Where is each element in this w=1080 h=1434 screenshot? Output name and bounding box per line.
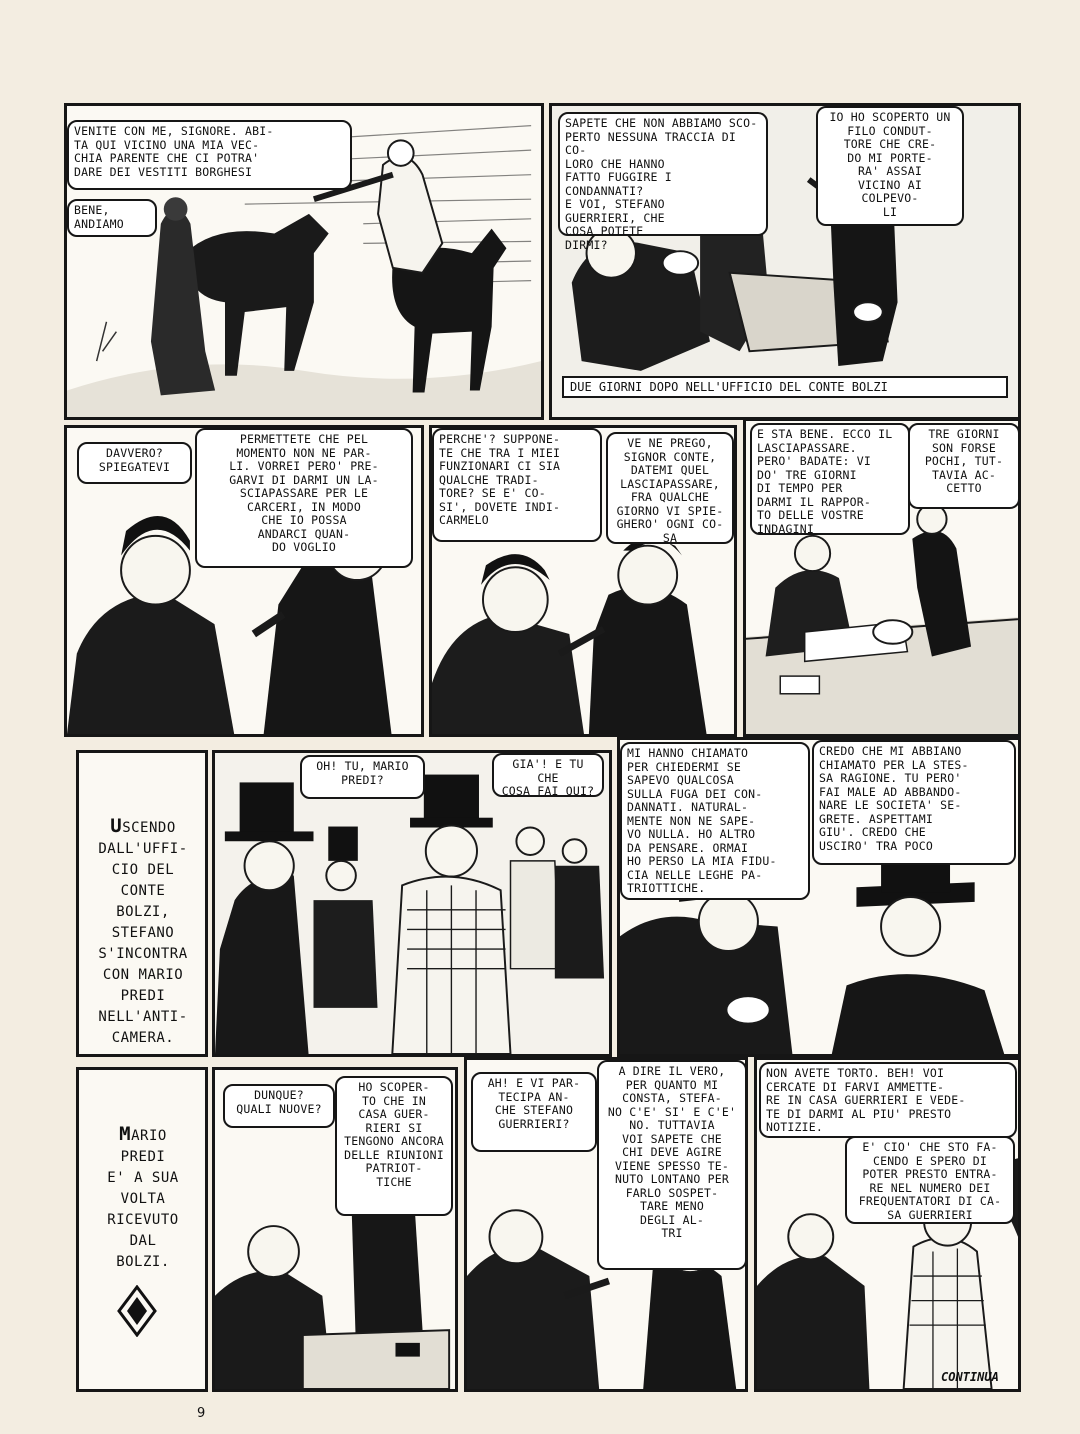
speech-balloon: VENITE CON ME, SIGNORE. ABI- TA QUI VICINO UNA MIA VEC- CHIA PARENTE CHE CI POTRA' DARE DEI VESTITI BORGHESI	[67, 120, 352, 190]
speech-balloon: VE NE PREGO, SIGNOR CONTE, DATEMI QUEL LASCIAPASSARE, FRA QUALCHE GIORNO VI SPIE- GHERO' OGNI CO- SA	[606, 432, 734, 544]
panel-3-davvero	[64, 425, 424, 737]
speech-balloon: MI HANNO CHIAMATO PER CHIEDERMI SE SAPEVO QUALCOSA SULLA FUGA DEI CON- DANNATI. NATURAL- MENTE NON NE SAPE- VO NULLA. HO ALTRO DA PENSARE. ORMAI HO PERSO LA MIA FIDU- CIA NELLE LEGHE PA- TRIOTTICHE.	[620, 742, 810, 900]
panel-caption: DUE GIORNI DOPO NELL'UFFICIO DEL CONTE BOLZI	[562, 376, 1008, 398]
diamond-ornament-icon	[115, 1285, 159, 1337]
speech-balloon: HO SCOPER- TO CHE IN CASA GUER- RIERI SI TENGONO ANCORA DELLE RIUNIONI PATRIOT- TICHE	[335, 1076, 453, 1216]
speech-balloon: A DIRE IL VERO, PER QUANTO MI CONSTA, STEFA- NO C'E' SI' E C'E' NO. TUTTAVIA VOI SAPETE CHE CHI DEVE AGIRE VIENE SPESSO TE- NUTO LONTANO PER FARLO SOSPET- TARE MENO DEGLI AL- TRI	[597, 1060, 747, 1270]
speech-balloon: DAVVERO? SPIEGATEVI	[77, 442, 192, 484]
narration-initial: M	[119, 1123, 132, 1145]
narration-initial: U	[110, 815, 123, 837]
narration-body: ARIO PREDI E' A SUA VOLTA RICEVUTO DAL BOLZI.	[107, 1128, 179, 1270]
narration-text	[83, 795, 203, 1049]
continua-label: CONTINUA	[941, 1370, 999, 1384]
speech-balloon: TRE GIORNI SON FORSE POCHI, TUT- TAVIA AC- CETTO	[908, 423, 1020, 509]
panel-10-dunque	[212, 1067, 458, 1392]
speech-balloon: PERMETTETE CHE PEL MOMENTO NON NE PAR- LI. VORREI PERO' PRE- GARVI DI DARMI UN LA- SCIAPASSARE PER LE CARCERI, IN MODO CHE IO POSSA ANDARCI QUAN- DO VOGLIO	[195, 428, 413, 568]
speech-balloon: SAPETE CHE NON ABBIAMO SCO- PERTO NESSUNA TRACCIA DI CO- LORO CHE HANNO FATTO FUGGIRE I CONDANNATI? E VOI, STEFANO GUERRIERI, CHE COSA POTETE DIRMI?	[558, 112, 768, 236]
speech-balloon: BENE, ANDIAMO	[67, 199, 157, 237]
speech-balloon: OH! TU, MARIO PREDI?	[300, 755, 425, 799]
panel-12-notizie	[754, 1057, 1021, 1392]
narration-body: SCENDO DALL'UFFI- CIO DEL CONTE BOLZI, STEFANO S'INCONTRA CON MARIO PREDI NELL'ANTI- CAMERA.	[98, 820, 188, 1046]
panel-9-narration	[76, 1067, 208, 1392]
narration-text	[83, 1103, 203, 1273]
panel-6-narration	[76, 750, 208, 1057]
speech-balloon: E' CIO' CHE STO FA- CENDO E SPERO DI POTER PRESTO ENTRA- RE NEL NUMERO DEI FREQUENTATORI DI CA- SA GUERRIERI	[845, 1136, 1015, 1224]
panel-2-office	[549, 103, 1021, 420]
speech-balloon: PERCHE'? SUPPONE- TE CHE TRA I MIEI FUNZIONARI CI SIA QUALCHE TRADI- TORE? SE E' CO- SI', DOVETE INDI- CARMELO	[432, 428, 602, 542]
panel-5-lasciapassare	[743, 418, 1021, 737]
speech-balloon: GIA'! E TU CHE COSA FAI QUI?	[492, 753, 604, 797]
speech-balloon: AH! E VI PAR- TECIPA AN- CHE STEFANO GUERRIERI?	[471, 1072, 597, 1152]
speech-balloon: NON AVETE TORTO. BEH! VOI CERCATE DI FARVI AMMETTE- RE IN CASA GUERRIERI E VEDE- TE DI DARMI AL PIU' PRESTO NOTIZIE.	[759, 1062, 1017, 1138]
panel-1-riders	[64, 103, 544, 420]
panel-4-perche	[429, 425, 737, 737]
panel-11-partecipa	[464, 1057, 748, 1392]
speech-balloon: IO HO SCOPERTO UN FILO CONDUT- TORE CHE CRE- DO MI PORTE- RA' ASSAI VICINO AI COLPEVO- LI	[816, 106, 964, 226]
panel-7-anticamera	[212, 750, 612, 1057]
panel-8-leghe	[617, 737, 1021, 1057]
speech-balloon: CREDO CHE MI ABBIANO CHIAMATO PER LA STES- SA RAGIONE. TU PERO' FAI MALE AD ABBANDO- NARE LE SOCIETA' SE- GRETE. ASPETTAMI GIU'. CREDO CHE USCIRO' TRA POCO	[812, 740, 1016, 865]
speech-balloon: DUNQUE? QUALI NUOVE?	[223, 1084, 335, 1128]
speech-balloon: E STA BENE. ECCO IL LASCIAPASSARE. PERO' BADATE: VI DO' TRE GIORNI DI TEMPO PER DARMI IL RAPPOR- TO DELLE VOSTRE INDAGINI	[750, 423, 910, 535]
page-number: 9	[197, 1406, 206, 1421]
